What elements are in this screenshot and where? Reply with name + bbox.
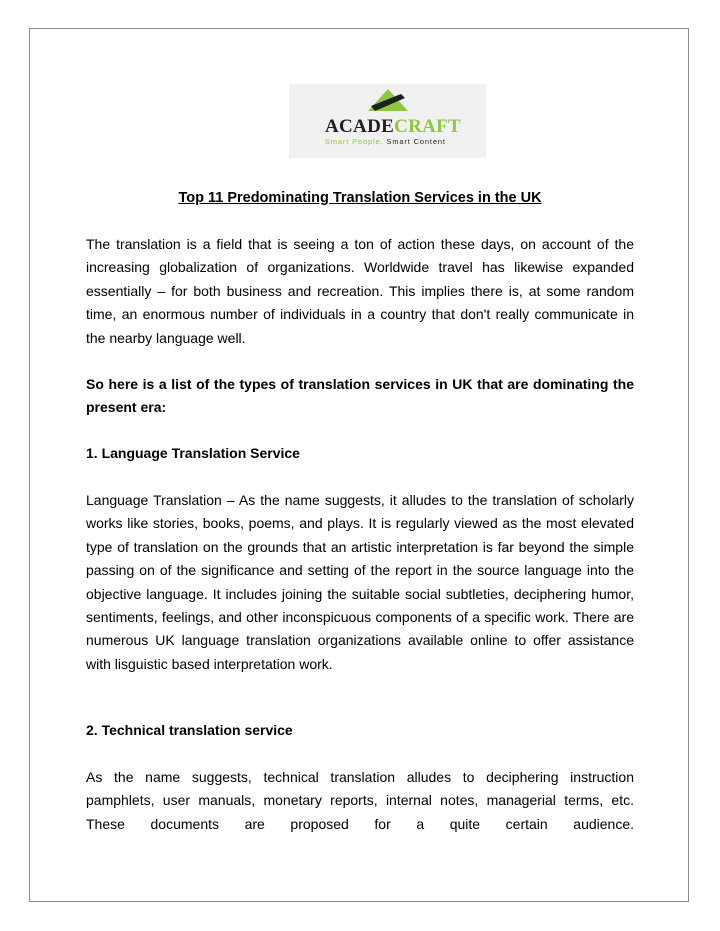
section-heading-language-translation: 1. Language Translation Service [86, 445, 300, 461]
section-heading-technical-translation: 2. Technical translation service [86, 722, 293, 738]
logo-wordmark: ACADECRAFT [325, 116, 462, 137]
list-lead-paragraph: So here is a list of the types of translation services in UK that are dominating the present era: [86, 376, 634, 416]
section-body-language-translation: Language Translation – As the name suggests, it alludes to the translation of scholarly works like stories, books, poems, and plays. It is regularly viewed as the most elevated type of translation on the grounds that an artistic interpretation is far beyond the simple passing on of the significance and setting of the report in the source language into the objective language. It includes joining the suitable social subtleties, deciphering humor, sentiments, feelings, and other inconspicuous components of a specific work. There are numerous UK language translation organizations available online to offer assistance with lisguistic based interpretation work. [86, 492, 634, 672]
section-body-technical-translation: As the name suggests, technical translation alludes to deciphering instruction pamphlets, user manuals, monetary reports, internal notes, managerial terms, etc. These documents are proposed for a quite certain audience. [86, 769, 634, 832]
intro-paragraph: The translation is a field that is seeing a ton of action these days, on account of the increasing globalization of organizations. Worldwide travel has likewise expanded essentially – for both business and recreation. This implies there is, at some random time, an enormous number of individuals in a country that don't really communicate in the nearby language well. [86, 236, 634, 346]
document-title: Top 11 Predominating Translation Services in the UK [178, 190, 542, 206]
acadecraft-logo [289, 84, 486, 158]
logo-tagline: Smart People, Smart Content [325, 137, 446, 146]
